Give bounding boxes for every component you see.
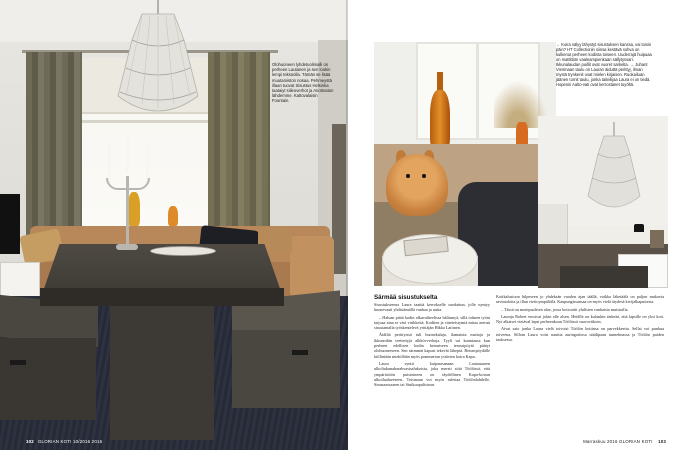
chandelier — [586, 122, 642, 218]
paragraph: Lauraja Robert erosivat jokin alle alsen. Heidlle on kulunkin tärkeää, että lapsille on yksi koti. Nyt alkaiset vietäval lapsi perheenkoan Töölössä vuoroviikoin. — [496, 313, 664, 325]
dog-eye — [422, 174, 426, 178]
candelabra-base — [116, 244, 138, 250]
article-heading: Särmää sisustukselta — [374, 294, 438, 301]
paragraph: – Tässä on monipuolisen alue, jossa hoissoitit yhdisten vanhaisia muistoilla. — [501, 306, 629, 312]
article-column-2 — [496, 294, 664, 344]
page-number: 103 — [658, 439, 666, 444]
photo-caption: Olohuoneen lyhdetuolimalli on perheen Lautanen ja sen lookin lempi teksoolla. Tämän se lisää muutamiston nosaa. Pehmeystä illaan tuovat Sisustus Helsinka taataiyt siileoverhot ja Anotmaton lähdemme. Kattovalaisin Foontain. — [272, 62, 334, 104]
table-edge — [40, 288, 284, 306]
paragraph: – Haluan pitää kodin alkuvaiheelissa häliinnyä, sillä tolmen työni tarjoaa aina se väsi virikkeitä. Koditen ja väreteistymiä mitaa asetutt sisustamalla työskentelevä yrittäjän Hikka Laitinen. — [374, 314, 490, 331]
article-column-1 — [374, 302, 490, 389]
dog-eye — [406, 174, 410, 178]
table-base — [110, 304, 214, 440]
candelabra-stem — [126, 176, 129, 248]
candle — [146, 142, 149, 180]
folio-text: GLORIAN KOTI 10/2016 2016 — [37, 439, 103, 444]
curtain-right — [208, 52, 270, 242]
right-page — [348, 0, 696, 450]
pomeranian-dog — [386, 154, 448, 216]
dining-table — [560, 266, 648, 288]
yellow-vase — [128, 192, 140, 226]
chandelier — [112, 0, 204, 126]
paragraph: Äidiltä perittyissä tuli huonekaluja, ilamainia mattoja ja ikkunoihin teettettyjä alkkövverhoja. Tyyli sai kunniansa kun perheen edellisen kodin betoniseen terassipöytä päätyi olohuoneeseen. Sen särmmät kapust tekevät läheptä. Betonipöydälle kiillintään miekillään myös pommerian ystävien koira Kapu. — [374, 332, 490, 359]
orange-vase — [168, 206, 178, 226]
plate — [150, 246, 216, 256]
amber-bottle — [430, 90, 450, 150]
paragraph: Sisustukseensa Laura taattiä kerrokselle suodattun, jolle nyntyy huonevaati yhdistämällä vanhaa ja uutta. — [374, 302, 490, 313]
picture-frame — [650, 230, 664, 248]
folio-left — [26, 439, 102, 444]
folio-right — [583, 439, 670, 444]
wall-frame — [332, 124, 346, 274]
photo-caption: ← Koira sälyy lähystyt sisustuksen kanssa, vai toisin päin? HT Collectionin siinsa kestävä sohva on kulkenut perheen kodista toiseen. Uuderrajä huipuaa on mattittiön vaaleampienkaan sällytyssari. Ikkunalaudan puillit ovat vuoret sarkelta. → Juhant Vierimaan taulu on Lauran äiduttä perittyj, ilman mystä trynkenit ovat mielen kirjaisen. Ruokailuan jäänen tornit taulu, jonka taiteilijaa Laura ei on tiedä. Hopenin Aalto-vati ovat kerrostanet tuyöltä. — [556, 42, 652, 87]
photo-dining-corner — [538, 116, 668, 288]
bench-left-body — [0, 338, 96, 420]
folio-text: Marraskuu 2016 GLORIAN KOTI — [583, 439, 653, 444]
paragraph: Kotikalustoon hilpeseen jo yhdeksän vuoden ajan täällä, vaikka lähetäälä on paljon mukavia ravintoloita ja illan viettoympälöilä. Kaupungissansaa on myös vielä täydesä kivijalkapuitesia. — [496, 294, 664, 305]
candle — [108, 142, 111, 180]
page-number: 102 — [26, 439, 34, 444]
bench-right-body — [232, 330, 340, 408]
paragraph: Laura syntii kaiparasanaan Lautauaaren ulkoliukunabarahvasisalukoista, joka mersti siitä Töölössä, että ympäristöön puistoineen on täydellinen Kapu-koiran ulkoilualueeseen. Toisinaan voi myös rulettaa Töölönlahdelle, Sinusaassaaren tai Sinikuopulistoon. — [374, 360, 490, 388]
table-lamp — [634, 224, 644, 232]
curtain-left — [26, 52, 82, 242]
paragraph: Aivat saio jonka Laura vielä toivoisi Töölön kotiinsa on parvekkeetta. Sellai voi punkua toiveena. Silloin Laura voisi nauttia auringottissa stäälipaan tunnelmassa ja Töölön puiden taoksessa. — [496, 326, 664, 343]
candle — [126, 134, 129, 172]
photo-dog-on-sofa — [374, 42, 556, 286]
sofa-arm — [290, 236, 334, 298]
tv — [0, 194, 20, 254]
